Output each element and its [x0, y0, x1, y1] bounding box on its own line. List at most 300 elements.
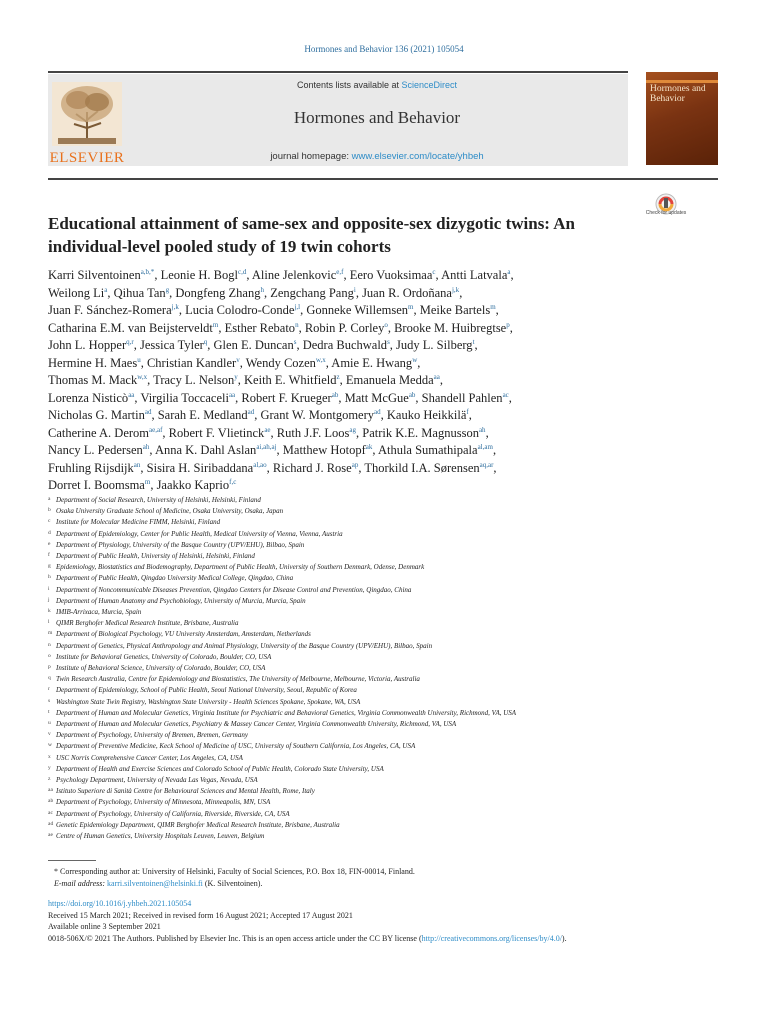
affiliation-text: Department of Epidemiology, School of Public Health, Seoul National University, Seoul, Republic of Korea	[56, 686, 357, 695]
affiliation-letter: ac	[48, 809, 53, 816]
author[interactable]	[246, 356, 326, 370]
author-name[interactable]: Lucia Colodro-Conde	[185, 303, 295, 317]
author-affiliation-marker[interactable]: ab	[408, 390, 416, 399]
header-top-rule	[48, 71, 628, 73]
author-separator: ,	[239, 355, 246, 370]
author-name[interactable]: Dorret I. Boomsma	[48, 478, 145, 492]
affiliation-text: Centre of Human Genetics, University Hospitals Leuven, Leuven, Belgium	[56, 832, 265, 841]
author-name[interactable]: Karri Silventoinen	[48, 268, 141, 282]
affiliation-text: Institute of Behavioral Science, University of Colorado, Boulder, CO, USA	[56, 664, 266, 673]
author-separator: ,	[355, 285, 363, 300]
author-affiliation-marker[interactable]: w	[412, 355, 418, 364]
received-dates: Received 15 March 2021; Received in revised form 16 August 2021; Accepted 17 August 2021	[48, 910, 353, 920]
author-affiliation-marker[interactable]: w,x	[315, 355, 326, 364]
article-title: Educational attainment of same-sex and opposite-sex dizygotic twins: An individual-level pooled study of 19 twin cohorts	[48, 214, 576, 256]
author-name[interactable]: Robert F. Krueger	[241, 390, 332, 405]
author-separator: ,	[235, 390, 242, 405]
affiliation-item	[48, 539, 748, 550]
author-name[interactable]: Gonneke Willemsen	[306, 303, 409, 317]
author-affiliation-marker[interactable]: al,am	[477, 443, 493, 451]
affiliation-letter: v	[48, 731, 51, 738]
affiliation-item	[48, 550, 748, 561]
asterisk-marker: *	[54, 867, 60, 876]
license-suffix: ).	[561, 933, 567, 943]
author-affiliation-marker[interactable]: p	[506, 320, 510, 329]
author-name[interactable]: Catharina E.M. van Beijsterveldt	[48, 320, 213, 335]
affiliation-text: Psychology Department, University of Nevada Las Vegas, Nevada, USA	[56, 776, 258, 785]
author-name[interactable]: Wendy Cozen	[245, 355, 316, 370]
author-name[interactable]: Thorkild I.A. Sørensen	[364, 460, 480, 475]
affiliation-text: Osaka University Graduate School of Medicine, Osaka University, Osaka, Japan	[56, 507, 284, 516]
author-affiliation-marker[interactable]: al,ao	[253, 460, 267, 469]
author-name[interactable]: Richard J. Rose	[272, 460, 352, 475]
footnote-rule	[48, 860, 96, 861]
author[interactable]	[140, 338, 207, 352]
author-separator: ,	[162, 425, 169, 440]
author-name[interactable]: John L. Hopper	[48, 338, 127, 352]
author-affiliation-marker[interactable]: j,k	[451, 285, 460, 294]
author[interactable]	[185, 303, 300, 317]
affiliation-letter: a	[48, 496, 51, 502]
author[interactable]	[48, 373, 147, 387]
affiliation-text: Department of Physiology, University of the Basque Country (UPV/EHU), Bilbao, Spain	[56, 540, 305, 549]
author-affiliation-marker[interactable]: ad	[374, 408, 381, 416]
author-name[interactable]: Leonie H. Bogl	[160, 268, 238, 282]
affiliation-item	[48, 830, 748, 841]
author-separator: ,	[343, 268, 350, 282]
author-name[interactable]: Esther Rebato	[224, 320, 296, 335]
author-name[interactable]: Fruhling Rijsdijk	[48, 460, 134, 475]
article-history	[48, 898, 748, 944]
author-affiliation-marker[interactable]: ad	[144, 408, 152, 416]
author-affiliation-marker[interactable]: f,c	[229, 478, 237, 486]
author[interactable]	[283, 443, 373, 457]
author-affiliation-marker[interactable]: ah	[478, 425, 486, 434]
author[interactable]	[158, 408, 255, 422]
author[interactable]	[270, 286, 356, 300]
affiliation-text: Department of Noncommunicable Diseases Prevention, Qingdao Centers for Disease Control and Prevention, Qingdao, China	[56, 585, 412, 594]
corresponding-text: Corresponding author at: University of Helsinki, Faculty of Social Sciences, P.O. Box 18, FIN-00014, Finland.	[60, 867, 415, 876]
author-affiliation-marker[interactable]: q	[203, 338, 208, 346]
author-separator: ,	[151, 408, 158, 422]
author-line	[48, 372, 688, 390]
affiliation-letter: w	[48, 742, 52, 749]
author[interactable]	[420, 303, 496, 317]
author-affiliation-marker[interactable]: s	[293, 338, 297, 346]
author-affiliation-marker[interactable]: c,d	[237, 268, 247, 276]
author-affiliation-marker[interactable]: a	[507, 268, 511, 276]
author-separator: ,	[133, 338, 140, 352]
author[interactable]	[350, 268, 436, 282]
affiliation-letter: x	[48, 753, 51, 760]
author[interactable]	[157, 478, 237, 492]
author-name[interactable]: Robin P. Corley	[304, 320, 385, 335]
affiliation-letter: c	[48, 518, 51, 525]
author[interactable]	[175, 286, 264, 300]
author-separator: ,	[300, 303, 307, 317]
author-separator: ,	[107, 285, 114, 300]
author-name[interactable]: Matthew Hotopf	[282, 443, 366, 457]
affiliation-letter: f	[48, 552, 50, 559]
author-line	[48, 425, 688, 443]
affiliation-item	[48, 684, 748, 695]
author-name[interactable]: Judy L. Silberg	[396, 338, 473, 352]
author-affiliation-marker[interactable]: a,b,*	[140, 268, 155, 276]
author-affiliation-marker[interactable]: ae	[264, 425, 271, 434]
author-affiliation-marker[interactable]: ad	[247, 408, 255, 416]
affiliation-item	[48, 696, 748, 707]
author[interactable]	[277, 426, 356, 440]
author-affiliation-marker[interactable]: ac	[502, 390, 509, 399]
author-line	[48, 442, 688, 460]
author-name[interactable]: Eero Vuoksimaa	[349, 268, 433, 282]
affiliation-item	[48, 528, 748, 539]
author[interactable]	[48, 478, 150, 492]
author-name[interactable]: Juan F. Sánchez-Romera	[48, 303, 172, 317]
author[interactable]	[214, 338, 297, 352]
journal-citation[interactable]: Hormones and Behavior 136 (2021) 105054	[304, 44, 464, 54]
affiliation-text: Department of Human and Molecular Genetics, Virginia Institute for Psychiatric and Behavioral Genetics, Virginia Commonwealth University, Richmond, VA, USA	[56, 708, 517, 717]
author-separator: ,	[140, 460, 147, 475]
author-separator: ,	[237, 373, 245, 387]
author-affiliation-marker[interactable]: h	[260, 285, 264, 294]
author-name[interactable]: Patrik K.E. Magnusson	[362, 425, 479, 440]
author-separator: ,	[459, 285, 463, 300]
author-separator: ,	[296, 338, 303, 352]
author[interactable]	[48, 268, 154, 282]
author[interactable]	[387, 408, 469, 422]
check-for-updates-label[interactable]: Check for updates	[645, 210, 687, 216]
author-separator: ,	[218, 320, 225, 335]
affiliation-letter: y	[48, 764, 51, 771]
author-name[interactable]: Juan R. Ordoñana	[362, 285, 452, 300]
author[interactable]	[48, 321, 218, 335]
author-separator: ,	[147, 373, 154, 387]
author-affiliation-marker[interactable]: e,f	[336, 268, 344, 276]
author-name[interactable]: Grant W. Montgomery	[260, 408, 375, 422]
author[interactable]	[147, 356, 240, 370]
author-separator: ,	[435, 268, 442, 282]
affiliation-text: IMIB-Arrixaca, Murcia, Spain	[56, 608, 142, 617]
author-affiliation-marker[interactable]: ae,af	[149, 425, 163, 434]
author-name[interactable]: Nicholas G. Martin	[48, 408, 145, 422]
affiliation-letter: r	[48, 686, 50, 693]
elsevier-wordmark: ELSEVIER	[49, 150, 125, 166]
author[interactable]	[394, 321, 510, 335]
author-name[interactable]: Qihua Tan	[113, 285, 166, 300]
homepage-link[interactable]: www.elsevier.com/locate/yhbeh	[351, 151, 484, 162]
author-name[interactable]: Sarah E. Medland	[157, 408, 248, 422]
affiliation-letter: q	[48, 675, 51, 682]
contents-prefix: Contents lists available at	[296, 80, 402, 90]
author-separator: ,	[276, 443, 283, 457]
author-name[interactable]: Sisira H. Siribaddana	[146, 460, 254, 475]
affiliation-letter: i	[48, 585, 50, 592]
author-separator: ,	[510, 268, 514, 282]
author[interactable]	[48, 338, 134, 352]
journal-cover-band	[646, 80, 718, 83]
author-separator: ,	[508, 390, 512, 405]
author[interactable]	[252, 268, 344, 282]
affiliation-item	[48, 808, 748, 819]
author-affiliation-marker[interactable]: j,k	[171, 303, 179, 311]
author-name[interactable]: Weilong Li	[48, 285, 105, 300]
author-name[interactable]: Emanuela Medda	[345, 373, 434, 387]
affiliation-text: Institute for Molecular Medicine FIMM, Helsinki, Finland	[56, 518, 221, 527]
affiliation-text: Department of Biological Psychology, VU University Amsterdam, Amsterdam, Netherlands	[56, 630, 311, 639]
author-separator: ,	[150, 478, 157, 492]
author-name[interactable]: Ruth J.F. Loos	[276, 425, 350, 440]
author-affiliation-marker[interactable]: ak	[365, 443, 373, 451]
author[interactable]	[48, 461, 140, 475]
author[interactable]	[441, 268, 510, 282]
author-name[interactable]: Jessica Tyler	[139, 338, 204, 352]
affiliation-item	[48, 707, 748, 718]
author-name[interactable]: Brooke M. Huibregtse	[394, 320, 507, 335]
affiliation-letter: aa	[48, 787, 53, 794]
author[interactable]	[396, 338, 474, 352]
sciencedirect-link[interactable]: ScienceDirect	[401, 80, 458, 90]
author[interactable]	[48, 426, 162, 440]
author-separator: ,	[325, 355, 332, 370]
author-affiliation-marker[interactable]: ab	[331, 390, 339, 399]
affiliation-text: Department of Human and Molecular Genetics, Psychiatry & Massey Cancer Center, Virginia Commonwealth University, Richmond, VA, USA	[56, 720, 457, 729]
author[interactable]	[305, 321, 388, 335]
affiliation-item	[48, 651, 748, 662]
affiliation-text: Washington State Twin Registry, Washington State University - Health Sciences Spokane, Spokane, WA, USA	[56, 697, 361, 706]
author-affiliation-marker[interactable]: o	[384, 320, 388, 329]
author-separator: ,	[468, 408, 472, 422]
author[interactable]	[147, 461, 267, 475]
author[interactable]	[346, 373, 440, 387]
author[interactable]	[114, 286, 170, 300]
author-separator: ,	[339, 373, 346, 387]
author-separator: ,	[298, 320, 305, 335]
author[interactable]	[362, 286, 459, 300]
author-affiliation-marker[interactable]: ai,ah,aj	[256, 443, 277, 451]
affiliation-item	[48, 774, 748, 785]
affiliation-text: Department of Psychology, University of Minnesota, Minneapolis, MN, USA	[56, 798, 271, 807]
license-link[interactable]: http://creativecommons.org/licenses/by/4.0/	[421, 933, 562, 943]
affiliation-text: Department of Public Health, Qingdao University Medical College, Qingdao, China	[56, 574, 294, 583]
author-separator: ,	[417, 355, 421, 370]
affiliation-item	[48, 662, 748, 673]
affiliation-item	[48, 494, 748, 505]
author[interactable]	[364, 461, 493, 475]
affiliation-letter: u	[48, 720, 51, 727]
author-affiliation-marker[interactable]: g	[165, 285, 170, 294]
author-name[interactable]: Meike Bartels	[419, 303, 491, 317]
author[interactable]	[48, 408, 151, 422]
author-affiliation-marker[interactable]: y	[234, 373, 238, 381]
author-separator: ,	[485, 425, 489, 440]
email-link[interactable]: karri.silventoinen@helsinki.fi	[107, 879, 203, 888]
author-name[interactable]: Dongfeng Zhang	[175, 285, 261, 300]
author-affiliation-marker[interactable]: j,l	[294, 303, 301, 311]
author[interactable]	[48, 303, 179, 317]
author[interactable]	[331, 356, 417, 370]
author[interactable]	[260, 408, 380, 422]
author-affiliation-marker[interactable]: v	[236, 355, 240, 364]
author-name[interactable]: Thomas M. Mack	[48, 373, 138, 387]
affiliation-text: Istituto Superiore di Sanità Centre for Behavioural Sciences and Mental Health, Rome, Italy	[56, 787, 315, 796]
author-affiliation-marker[interactable]: q,r	[126, 338, 134, 346]
affiliation-letter: z	[48, 776, 51, 783]
affiliation-item	[48, 763, 748, 774]
affiliation-item	[48, 796, 748, 807]
affiliation-item	[48, 673, 748, 684]
author-name[interactable]: Nancy L. Pedersen	[48, 443, 143, 457]
author-name[interactable]: Jaakko Kaprio	[156, 478, 230, 492]
author-name[interactable]: Anna K. Dahl Aslan	[154, 443, 257, 457]
author-name[interactable]: Lorenza Nisticò	[48, 390, 129, 405]
author[interactable]	[422, 391, 509, 405]
author-name[interactable]: Shandell Pahlen	[421, 390, 503, 405]
affiliation-item	[48, 516, 748, 527]
author-affiliation-marker[interactable]: a	[104, 285, 108, 294]
author-name[interactable]: Aline Jelenkovic	[251, 268, 337, 282]
author-separator: ,	[389, 338, 397, 352]
author[interactable]	[140, 391, 235, 405]
author[interactable]	[378, 443, 493, 457]
author-affiliation-marker[interactable]: m	[408, 303, 414, 311]
author-affiliation-marker[interactable]: aa	[228, 390, 236, 399]
author-affiliation-marker[interactable]: ap	[351, 460, 359, 469]
author-name[interactable]: Matt McGue	[344, 390, 409, 405]
author[interactable]	[225, 321, 299, 335]
author-affiliation-marker[interactable]: w,x	[137, 373, 148, 381]
author-name[interactable]: Kauko Heikkilä	[386, 408, 467, 422]
affiliation-letter: h	[48, 574, 51, 581]
author-affiliation-marker[interactable]: f	[466, 408, 469, 416]
affiliation-text: Department of Epidemiology, Center for Public Health, Medical University of Vienna, Vienna, Austria	[56, 529, 343, 538]
affiliation-item	[48, 819, 748, 830]
author-name[interactable]: Antti Latvala	[441, 268, 508, 282]
author[interactable]	[155, 443, 277, 457]
author-separator: ,	[358, 460, 365, 475]
author-separator: ,	[154, 268, 161, 282]
author-affiliation-marker[interactable]: i	[353, 285, 356, 294]
author-line	[48, 407, 688, 425]
author[interactable]	[303, 338, 390, 352]
author-separator: ,	[246, 268, 252, 282]
author-list	[48, 267, 688, 495]
author-name[interactable]: Zengchang Pang	[270, 285, 354, 300]
author-name[interactable]: Athula Sumathipala	[377, 443, 478, 457]
author[interactable]	[306, 303, 413, 317]
affiliation-letter: ab	[48, 798, 54, 805]
affiliation-text: Institute for Behavioral Genetics, University of Colorado, Boulder, CO, USA	[56, 652, 272, 661]
author-separator: ,	[338, 390, 345, 405]
journal-name: Hormones and Behavior	[293, 108, 461, 127]
author-affiliation-marker[interactable]: z	[336, 373, 340, 381]
author-affiliation-marker[interactable]: c	[432, 268, 436, 276]
author-separator: ,	[492, 443, 497, 457]
author-line	[48, 267, 688, 285]
author-name[interactable]: Catherine A. Derom	[48, 425, 150, 440]
author[interactable]	[161, 268, 247, 282]
author-affiliation-marker[interactable]: m	[490, 303, 496, 311]
author-separator: ,	[387, 320, 395, 335]
affiliation-letter: d	[48, 529, 51, 536]
affiliation-letter: n	[48, 641, 51, 648]
author-affiliation-marker[interactable]: m	[144, 478, 151, 486]
author-affiliation-marker[interactable]: aq,ar	[479, 460, 494, 469]
affiliation-item	[48, 729, 748, 740]
author-affiliation-marker[interactable]: aa	[128, 390, 135, 399]
affiliation-item	[48, 640, 748, 651]
affiliation-item	[48, 505, 748, 516]
author-name[interactable]: Glen E. Duncan	[213, 338, 294, 352]
email-label: E-mail address:	[54, 879, 106, 888]
author[interactable]	[273, 461, 358, 475]
doi-link[interactable]: https://doi.org/10.1016/j.yhbeh.2021.105054	[48, 899, 192, 908]
author-name[interactable]: Robert F. Vlietinck	[168, 425, 265, 440]
author-name[interactable]: Hermine H. Maes	[48, 355, 138, 370]
author-affiliation-marker[interactable]: ag	[349, 425, 357, 434]
author[interactable]	[345, 391, 416, 405]
homepage-prefix: journal homepage:	[270, 151, 352, 162]
author-name[interactable]: Keith E. Whitfield	[244, 373, 337, 387]
author-line	[48, 320, 688, 338]
journal-cover-title: Hormones and Behavior	[650, 84, 706, 104]
author[interactable]	[48, 391, 134, 405]
affiliation-letter: e	[48, 540, 51, 547]
author[interactable]	[48, 443, 149, 457]
affiliation-letter: s	[48, 697, 51, 704]
affiliation-letter: o	[48, 652, 51, 659]
affiliation-letter: g	[48, 563, 51, 570]
author-affiliation-marker[interactable]: ah	[142, 443, 150, 451]
author-affiliation-marker[interactable]: n	[295, 320, 299, 329]
author-name[interactable]: Tracy L. Nelson	[153, 373, 235, 387]
affiliation-item	[48, 606, 748, 617]
author-name[interactable]: Christian Kandler	[146, 355, 237, 370]
author-separator: ,	[266, 460, 273, 475]
available-online: Available online 3 September 2021	[48, 922, 161, 931]
author[interactable]	[153, 373, 238, 387]
author-separator: ,	[356, 425, 363, 440]
affiliation-item	[48, 752, 748, 763]
affiliation-text: USC Norris Comprehensive Cancer Center, Los Angeles, CA, USA	[56, 753, 243, 762]
author-name[interactable]: Virgilia Toccaceli	[140, 390, 229, 405]
author[interactable]	[244, 373, 340, 387]
author[interactable]	[241, 391, 338, 405]
affiliation-letter: p	[48, 664, 51, 671]
check-for-updates-icon[interactable]	[650, 192, 682, 226]
author-affiliation-marker[interactable]: u	[137, 355, 141, 364]
author-line	[48, 355, 688, 373]
author[interactable]	[169, 426, 271, 440]
author-affiliation-marker[interactable]: m	[212, 320, 219, 329]
author-affiliation-marker[interactable]: aa	[433, 373, 440, 381]
author-separator: ,	[140, 355, 147, 370]
affiliation-letter: k	[48, 608, 51, 615]
author-affiliation-marker[interactable]: an	[133, 460, 141, 469]
author[interactable]	[48, 286, 107, 300]
author-affiliation-marker[interactable]: s	[387, 338, 390, 346]
license-prefix: 0018-506X/© 2021 The Authors. Published by Elsevier Inc. This is an open access article under the CC BY license (	[48, 933, 422, 943]
author-affiliation-marker[interactable]: t	[472, 338, 475, 346]
author-name[interactable]: Amie E. Hwang	[331, 355, 413, 370]
affiliation-text: Department of Genetics, Physical Anthropology and Animal Physiology, University of the Basque Country (UPV/EHU), Bilbao, Spain	[56, 641, 433, 650]
corresponding-author-note	[54, 866, 734, 890]
author-name[interactable]: Dedra Buchwald	[302, 338, 388, 352]
author[interactable]	[48, 356, 141, 370]
affiliation-item	[48, 584, 748, 595]
author[interactable]	[362, 426, 485, 440]
author-line	[48, 285, 688, 303]
